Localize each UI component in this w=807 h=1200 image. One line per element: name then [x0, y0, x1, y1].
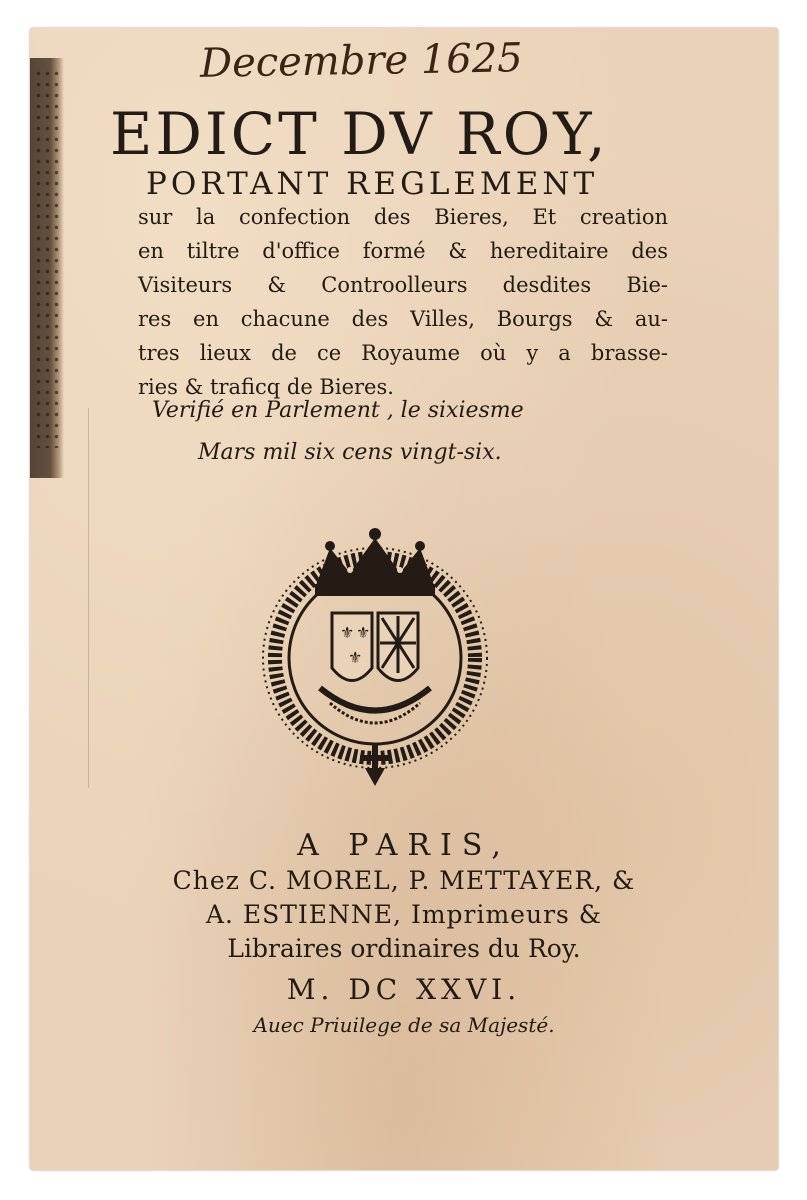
body-line: Visiteurs & Controolleurs desdites Bie- [138, 273, 668, 297]
svg-text:⚜: ⚜ [356, 623, 371, 642]
verification-line-2: Mars mil six cens vingt-six. [198, 440, 502, 465]
document-page [30, 28, 778, 1170]
imprint-city: A PARIS, [297, 828, 511, 863]
document-subtitle: PORTANT REGLEMENT [146, 166, 599, 202]
imprint-printers-line-3: Libraires ordinaires du Roy. [227, 934, 581, 963]
svg-text:⚜: ⚜ [340, 623, 355, 642]
imprint-printers-line-1: Chez C. MOREL, P. METTAYER, & [172, 866, 636, 895]
imprint-privilege: Auec Priuilege de sa Majesté. [253, 1013, 555, 1037]
body-line: en tiltre d'office formé & hereditaire des [138, 239, 668, 263]
imprint-printers-line-2: A. ESTIENNE, Imprimeurs & [205, 900, 603, 929]
svg-text:⚜: ⚜ [348, 648, 363, 667]
binding-stitching [34, 68, 60, 448]
document-title: EDICT DV ROY, [110, 100, 609, 168]
body-line: tres lieux de ce Royaume où y a brasse- [138, 341, 668, 365]
fold-line [88, 408, 89, 788]
body-text [138, 200, 668, 404]
verification-line-1: Verifié en Parlement , le sixiesme [152, 398, 524, 423]
royal-coat-of-arms-icon [260, 518, 490, 788]
body-line: res en chacune des Villes, Bourgs & au- [138, 307, 668, 331]
body-line: ries & traficq de Bieres. [138, 375, 394, 399]
body-line: sur la confection des Bieres, Et creation [138, 205, 668, 229]
imprint-year: M. DC XXVI. [286, 973, 522, 1006]
handwritten-note: Decembre 1625 [199, 35, 524, 87]
